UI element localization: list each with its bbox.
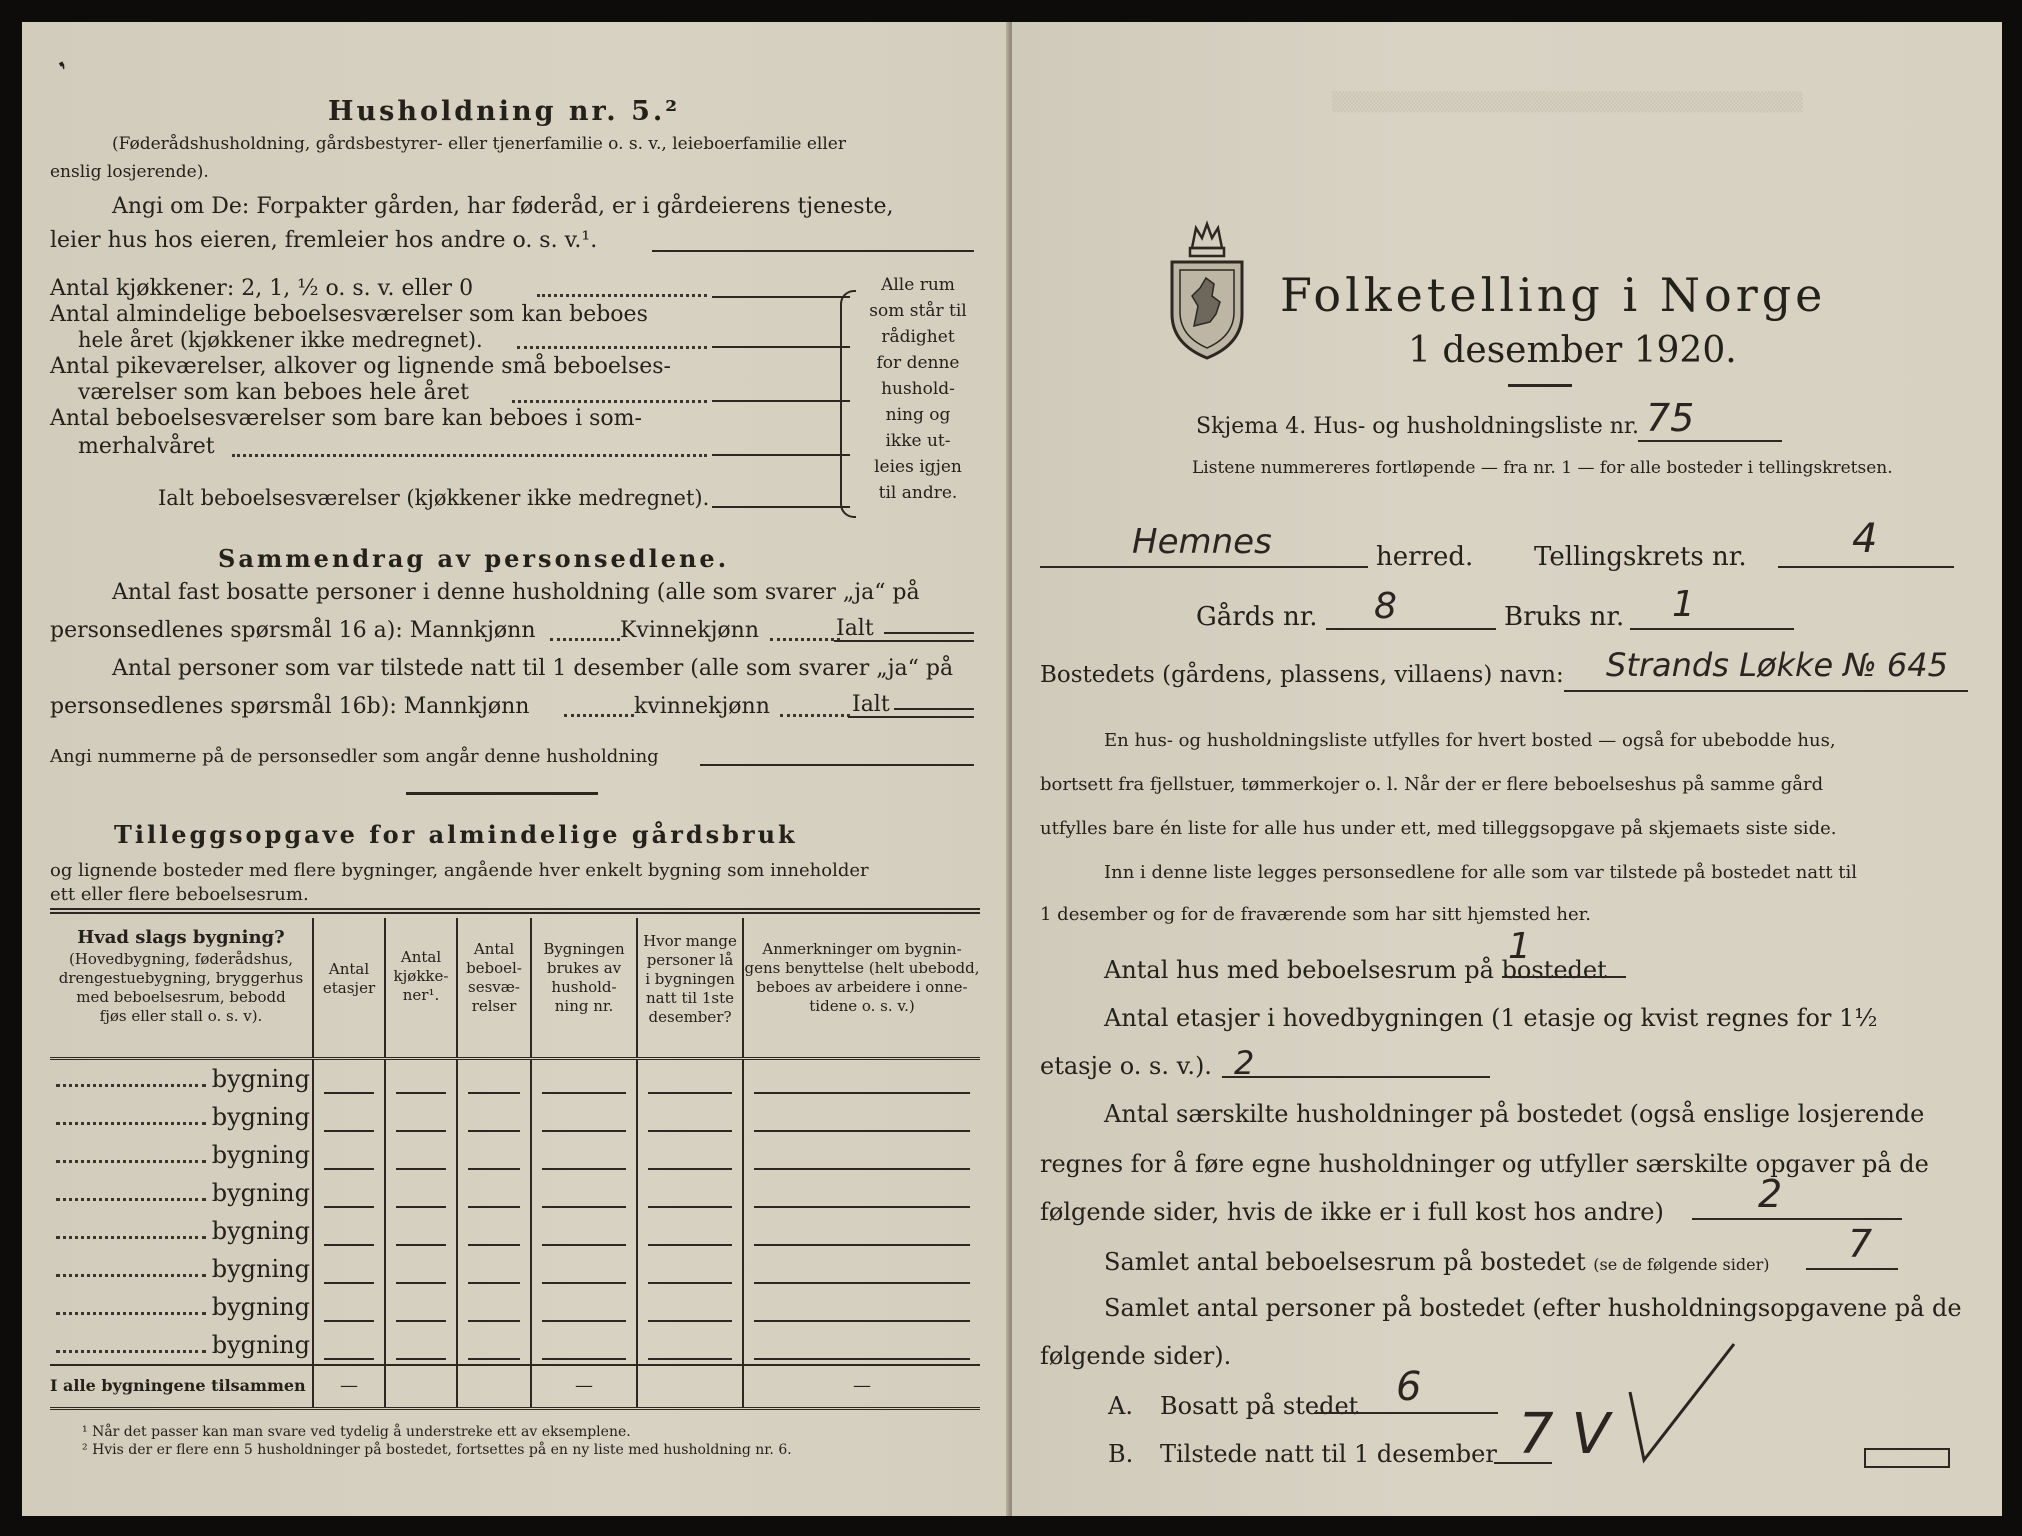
building-row-cell-line xyxy=(542,1136,626,1170)
summer-rooms-label-2: merhalvåret xyxy=(78,434,215,459)
building-row-cell-line xyxy=(754,1060,970,1094)
q-houses-line xyxy=(1502,976,1626,978)
q-households-c: følgende sider, hvis de ikke er i full kost hos andre) xyxy=(1040,1198,1664,1226)
a-value[interactable]: 6 xyxy=(1396,1364,1422,1410)
col-header-line: ning nr. xyxy=(554,997,614,1015)
building-row xyxy=(50,1212,980,1250)
schema-label: Skjema 4. Hus- og husholdningsliste nr. xyxy=(1196,414,1639,439)
building-row-cell[interactable] xyxy=(457,1212,531,1250)
building-row-cell[interactable] xyxy=(637,1250,743,1288)
building-row-label: bygning xyxy=(211,1064,310,1093)
building-row-cell[interactable] xyxy=(313,1174,385,1212)
title-divider xyxy=(1508,384,1572,387)
building-row-cell-line xyxy=(396,1060,446,1094)
building-row-cell[interactable] xyxy=(637,1136,743,1174)
building-row-cell-line xyxy=(542,1174,626,1208)
building-row-label-cell[interactable] xyxy=(50,1098,313,1136)
col-header-line: brukes av xyxy=(546,959,622,977)
building-row-cell[interactable] xyxy=(313,1250,385,1288)
building-row-cell-line xyxy=(468,1250,520,1284)
col-header-line: etasjer xyxy=(322,979,376,997)
building-row-label: bygning xyxy=(211,1254,310,1283)
building-row-cell-line xyxy=(754,1136,970,1170)
building-row-cell[interactable] xyxy=(385,1098,457,1136)
question-text-2: leier hus hos eieren, fremleier hos andre o. s. v.¹. xyxy=(50,228,598,253)
building-row-cell-line xyxy=(754,1098,970,1132)
footnote-1: ¹ Når det passer kan man svare ved tydelig å understreke ett av eksemplene. xyxy=(82,1424,631,1440)
q-houses: Antal hus med beboelsesrum på bostedet xyxy=(1104,956,1607,984)
building-row-dots xyxy=(56,1274,206,1277)
herred-value[interactable]: Hemnes xyxy=(1132,522,1272,562)
col-header-line: ner¹. xyxy=(402,986,440,1004)
q-floors-b: etasje o. s. v.). xyxy=(1040,1052,1212,1080)
total-household-dash: — xyxy=(531,1365,637,1409)
b-line xyxy=(1494,1462,1552,1464)
building-row-cell[interactable] xyxy=(531,1098,637,1136)
herred-label: herred. xyxy=(1376,542,1474,572)
left-page xyxy=(22,22,1010,1516)
col-header-line: Hvor mange xyxy=(643,932,737,950)
building-row xyxy=(50,1136,980,1174)
building-row-cell-line xyxy=(648,1212,732,1246)
building-row-cell-line xyxy=(468,1288,520,1322)
bosted-line xyxy=(1564,690,1968,692)
building-row-cell[interactable] xyxy=(531,1250,637,1288)
building-row-cell-line xyxy=(324,1288,374,1322)
tillegg-text: og lignende bosteder med flere bygninger, angående hver enkelt bygning som inneholder xyxy=(50,860,869,881)
building-row xyxy=(50,1326,980,1365)
q-floors-value[interactable]: 2 xyxy=(1234,1044,1255,1082)
building-row-cell[interactable] xyxy=(313,1288,385,1326)
building-row-cell[interactable] xyxy=(313,1136,385,1174)
gards-line xyxy=(1326,628,1496,630)
col-header-line: Antal xyxy=(328,960,370,978)
building-row-cell[interactable] xyxy=(743,1326,980,1365)
col-header-line: drengestuebygning, bryggerhus xyxy=(58,969,304,987)
q-rooms-value[interactable]: 7 xyxy=(1848,1222,1873,1266)
tellingskrets-value[interactable]: 4 xyxy=(1852,516,1878,562)
building-row-dots xyxy=(56,1198,206,1201)
building-row-cell-line xyxy=(468,1326,520,1360)
building-row-cell[interactable] xyxy=(637,1098,743,1136)
col-household xyxy=(531,918,637,1058)
summary-q2-b: personsedlenes spørsmål 16b): Mannkjønn xyxy=(50,694,530,719)
col-header-line: (Hovedbygning, føderådshus, xyxy=(68,950,294,968)
total-remarks-dash: — xyxy=(853,1374,871,1396)
building-row-cell[interactable] xyxy=(457,1058,531,1098)
building-row-cell-line xyxy=(324,1326,374,1360)
building-row-cell-line xyxy=(542,1250,626,1284)
building-row-cell[interactable] xyxy=(531,1288,637,1326)
building-row-cell[interactable] xyxy=(457,1250,531,1288)
building-row-cell[interactable] xyxy=(531,1058,637,1098)
building-row xyxy=(50,1174,980,1212)
intro-text: (Føderådshusholdning, gårdsbestyrer- eller tjenerfamilie o. s. v., leieboerfamilie eller xyxy=(112,134,846,154)
bruks-value[interactable]: 1 xyxy=(1672,584,1695,625)
tillegg-text-2: ett eller flere beboelsesrum. xyxy=(50,884,309,905)
b-label: B. xyxy=(1108,1440,1134,1468)
building-row-cell[interactable] xyxy=(743,1058,980,1098)
col-header-line: kjøkke- xyxy=(393,967,449,985)
q-households-value[interactable]: 2 xyxy=(1758,1172,1783,1216)
building-row-cell-line xyxy=(542,1288,626,1322)
angi-text: Angi nummerne på de personsedler som angår denne husholdning xyxy=(50,746,659,767)
building-row-cell-line xyxy=(468,1098,520,1132)
building-row-dots xyxy=(56,1312,206,1315)
maid-rooms-dots xyxy=(512,400,707,403)
building-row-cell[interactable] xyxy=(385,1326,457,1365)
building-row xyxy=(50,1288,980,1326)
col-header-line: i bygningen xyxy=(645,970,735,988)
building-row-cell-line xyxy=(468,1212,520,1246)
building-row-cell[interactable] xyxy=(743,1174,980,1212)
maid-rooms-answer[interactable] xyxy=(712,400,850,402)
rooms-answer[interactable] xyxy=(712,346,850,348)
q-floors-line xyxy=(1222,1076,1490,1078)
b-text: Tilstede natt til 1 desember xyxy=(1160,1440,1497,1468)
building-row-cell-line xyxy=(396,1212,446,1246)
rooms-dots xyxy=(517,346,707,349)
summary-q1: Antal fast bosatte personer i denne husholdning (alle som svarer „ja“ på xyxy=(112,580,920,605)
building-row-cell[interactable] xyxy=(743,1288,980,1326)
building-row-cell-line xyxy=(396,1174,446,1208)
building-row-cell-line xyxy=(542,1212,626,1246)
q-rooms-line xyxy=(1806,1268,1898,1270)
building-row-cell[interactable] xyxy=(385,1212,457,1250)
building-row-cell[interactable] xyxy=(457,1136,531,1174)
building-row-cell-line xyxy=(648,1136,732,1170)
building-row-cell-line xyxy=(542,1060,626,1094)
total-underline-1 xyxy=(834,640,974,642)
building-row-label-cell[interactable] xyxy=(50,1058,313,1098)
side-note xyxy=(858,272,978,506)
building-row-dots xyxy=(56,1084,206,1087)
building-row-dots xyxy=(56,1350,206,1353)
total-rooms-answer[interactable] xyxy=(712,506,850,508)
building-row-cell[interactable] xyxy=(385,1288,457,1326)
building-row-cell[interactable] xyxy=(637,1174,743,1212)
summary-title: Sammendrag av personsedlene. xyxy=(218,544,730,573)
building-row-cell[interactable] xyxy=(313,1326,385,1365)
building-row xyxy=(50,1058,980,1098)
gards-value[interactable]: 8 xyxy=(1374,586,1397,627)
tillegg-title: Tilleggsopgave for almindelige gårdsbruk xyxy=(114,820,798,849)
herred-line xyxy=(1040,566,1368,568)
building-row-cell-line xyxy=(396,1326,446,1360)
check-stroke-icon xyxy=(1622,1338,1742,1468)
side-note-line: rådighet xyxy=(881,327,955,347)
building-row-cell-line xyxy=(648,1098,732,1132)
q-households-line xyxy=(1692,1218,1902,1220)
building-row-dots xyxy=(56,1160,206,1163)
q-houses-value[interactable]: 1 xyxy=(1508,926,1531,967)
building-row-cell[interactable] xyxy=(743,1250,980,1288)
building-row-cell-line xyxy=(324,1174,374,1208)
gards-label: Gårds nr. xyxy=(1196,602,1318,632)
building-row-cell[interactable] xyxy=(743,1136,980,1174)
building-row-cell[interactable] xyxy=(531,1174,637,1212)
kitchens-dots xyxy=(537,294,707,297)
building-row-label-cell[interactable] xyxy=(50,1136,313,1174)
building-row-cell-line xyxy=(754,1250,970,1284)
summer-rooms-label: Antal beboelsesværelser som bare kan beboes i som- xyxy=(50,406,642,431)
building-row-cell[interactable] xyxy=(313,1098,385,1136)
coat-of-arms-icon xyxy=(1162,218,1252,362)
building-row-cell-line xyxy=(648,1288,732,1322)
q-persons: Samlet antal personer på bostedet (efter husholdningsopgavene på de xyxy=(1104,1294,1962,1322)
col-header-line: personer lå xyxy=(646,951,734,969)
building-row-cell[interactable] xyxy=(637,1288,743,1326)
side-note-line: for denne xyxy=(876,353,960,373)
instruction-line: 1 desember og for de fraværende som har sitt hjemsted her. xyxy=(1040,904,1591,925)
building-row-cell[interactable] xyxy=(385,1174,457,1212)
building-row-cell-line xyxy=(542,1326,626,1360)
building-row-cell[interactable] xyxy=(385,1058,457,1098)
col-header-line: beboel- xyxy=(466,959,522,977)
building-row-cell[interactable] xyxy=(457,1288,531,1326)
side-note-line: ikke ut- xyxy=(885,431,951,451)
q-persons-b: følgende sider). xyxy=(1040,1342,1232,1370)
bleed-through: ▒▒▒▒▒▒▒▒▒▒▒▒▒▒▒▒▒▒▒▒▒▒▒▒▒▒▒▒▒▒▒▒▒▒ xyxy=(1332,92,1803,113)
col-persons xyxy=(637,918,743,1058)
building-row-label: bygning xyxy=(211,1178,310,1207)
q-floors: Antal etasjer i hovedbygningen (1 etasje og kvist regnes for 1½ xyxy=(1104,1004,1878,1032)
building-row-label-cell[interactable] xyxy=(50,1174,313,1212)
a-text: Bosatt på stedet xyxy=(1160,1392,1359,1420)
col-header-line: natt til 1ste xyxy=(646,989,734,1007)
building-row-label-cell[interactable] xyxy=(50,1212,313,1250)
q-households-b: regnes for å føre egne husholdninger og utfyller særskilte opgaver på de xyxy=(1040,1150,1929,1178)
rooms-label-2: hele året (kjøkkener ikke medregnet). xyxy=(78,328,483,352)
kitchens-label: Antal kjøkkener: 2, 1, ½ o. s. v. eller 0 xyxy=(50,276,474,301)
building-row-cell[interactable] xyxy=(457,1174,531,1212)
building-row-cell-line xyxy=(754,1326,970,1360)
building-row-cell[interactable] xyxy=(637,1326,743,1365)
instruction-line: utfylles bare én liste for alle hus under ett, med tilleggsopgave på skjemaets siste side. xyxy=(1040,818,1837,839)
building-row-label: bygning xyxy=(211,1292,310,1321)
total-persons[interactable] xyxy=(637,1365,743,1409)
total-answer-2[interactable] xyxy=(894,708,974,710)
list-number[interactable]: 75 xyxy=(1646,396,1695,440)
building-row-cell[interactable] xyxy=(743,1212,980,1250)
building-row-cell-line xyxy=(324,1098,374,1132)
list-number-line xyxy=(1638,440,1782,442)
section-divider xyxy=(406,792,598,795)
col-header-line: med beboelsesrum, bebodd xyxy=(76,988,286,1006)
building-row-cell-line xyxy=(648,1326,732,1360)
building-row-cell-line xyxy=(396,1288,446,1322)
building-row-cell-line xyxy=(396,1250,446,1284)
total-kitchens[interactable] xyxy=(385,1365,457,1409)
building-row-cell[interactable] xyxy=(313,1058,385,1098)
building-row-cell[interactable] xyxy=(637,1212,743,1250)
right-page xyxy=(1012,22,2002,1516)
building-row-label-cell[interactable] xyxy=(50,1288,313,1326)
listene-note: Listene nummereres fortløpende — fra nr. 1 — for alle bosteder i tellingskretsen. xyxy=(1192,458,1893,478)
col-header-line: desember? xyxy=(648,1008,732,1026)
building-row-cell-line xyxy=(324,1250,374,1284)
col-header-line: Anmerkninger om bygnin- xyxy=(762,940,962,958)
building-row-label-cell[interactable] xyxy=(50,1326,313,1365)
col-header-line: Antal xyxy=(473,940,515,958)
intro-text-2: enslig losjerende). xyxy=(50,162,209,182)
col-kitchens xyxy=(385,918,457,1058)
building-row-cell-line xyxy=(396,1098,446,1132)
q-rooms xyxy=(1104,1248,1769,1276)
bruks-label: Bruks nr. xyxy=(1504,602,1625,632)
a-line xyxy=(1314,1412,1498,1414)
q-rooms-label: Samlet antal beboelsesrum på bostedet xyxy=(1104,1248,1586,1276)
col-header-line: sesvæ- xyxy=(468,978,520,996)
male-answer-1[interactable] xyxy=(550,638,620,641)
col-header-line: tidene o. s. v.) xyxy=(809,997,915,1015)
building-row-cell[interactable] xyxy=(531,1326,637,1365)
question-text: Angi om De: Forpakter gården, har føderåd, er i gårdeierens tjeneste, xyxy=(112,194,894,219)
building-row xyxy=(50,1250,980,1288)
building-row-cell[interactable] xyxy=(313,1212,385,1250)
col-rooms xyxy=(457,918,531,1058)
col-header-line: beboes av arbeidere i onne- xyxy=(756,978,968,996)
b-value[interactable]: 7 V xyxy=(1518,1402,1610,1467)
table-header-row xyxy=(50,918,980,1058)
table-top-rule-2 xyxy=(50,912,980,914)
q-households: Antal særskilte husholdninger på bostedet (også enslige losjerende xyxy=(1104,1100,1925,1128)
total-label-2: Ialt xyxy=(852,692,890,717)
col-header-line: gens benyttelse (helt ubebodd, xyxy=(744,959,980,977)
building-row-label-cell[interactable] xyxy=(50,1250,313,1288)
answer-line[interactable] xyxy=(652,250,974,252)
rooms-label: Antal almindelige beboelsesværelser som kan beboes xyxy=(50,302,648,327)
building-row-label: bygning xyxy=(211,1102,310,1131)
q-rooms-small: (se de følgende sider) xyxy=(1593,1255,1770,1274)
building-row-cell[interactable] xyxy=(637,1058,743,1098)
building-row-dots xyxy=(56,1236,206,1239)
form-title: Folketelling i Norge xyxy=(1280,268,1827,322)
building-row-cell[interactable] xyxy=(385,1250,457,1288)
building-row-cell-line xyxy=(754,1212,970,1246)
footnote-2: ² Hvis der er flere enn 5 husholdninger på bostedet, fortsettes på en ny liste med husholdning nr. 6. xyxy=(82,1442,792,1458)
building-rows xyxy=(50,1058,980,1365)
side-note-brace xyxy=(840,290,856,518)
instruction-line: bortsett fra fjellstuer, tømmerkojer o. l. Når der er flere beboelseshus på samme gård xyxy=(1040,774,1824,795)
building-row-cell-line xyxy=(754,1174,970,1208)
female-answer-1[interactable] xyxy=(770,638,840,641)
building-row-cell[interactable] xyxy=(531,1212,637,1250)
bruks-line xyxy=(1630,628,1794,630)
col-remarks xyxy=(743,918,980,1058)
building-row-cell-line xyxy=(324,1212,374,1246)
summary-q1-b: personsedlenes spørsmål 16 a): Mannkjønn xyxy=(50,618,536,643)
summer-rooms-dots xyxy=(232,454,707,457)
summary-q2: Antal personer som var tilstede natt til 1 desember (alle som svarer „ja“ på xyxy=(112,656,954,681)
col-header-line: Antal xyxy=(400,948,442,966)
maid-rooms-label: Antal pikeværelser, alkover og lignende små beboelses- xyxy=(50,354,671,379)
household-title: Husholdning nr. 5.² xyxy=(328,96,681,127)
building-row-cell[interactable] xyxy=(457,1326,531,1365)
col-building-type xyxy=(50,918,313,1058)
building-row xyxy=(50,1098,980,1136)
total-rooms[interactable] xyxy=(457,1365,531,1409)
building-row-cell-line xyxy=(468,1060,520,1094)
total-row-label: I alle bygningene tilsammen xyxy=(50,1365,313,1409)
building-table xyxy=(50,918,980,1410)
side-note-line: leies igjen xyxy=(874,457,962,477)
building-row-dots xyxy=(56,1122,206,1125)
kitchens-answer[interactable] xyxy=(712,296,850,298)
angi-answer[interactable] xyxy=(700,764,974,766)
col-header-line: Bygningen xyxy=(543,940,625,958)
bosted-label: Bostedets (gårdens, plassens, villaens) navn: xyxy=(1040,662,1564,688)
printer-stamp xyxy=(1864,1448,1950,1468)
col-header-title: Hvad slags bygning? xyxy=(77,927,285,948)
col-header-line: hushold- xyxy=(551,978,617,996)
building-row-cell-line xyxy=(324,1060,374,1094)
total-answer-1[interactable] xyxy=(884,632,974,634)
female-label-2: kvinnekjønn xyxy=(634,694,770,719)
col-header-line: relser xyxy=(471,997,517,1015)
ink-mark: ❜ xyxy=(56,57,75,84)
col-floors xyxy=(313,918,385,1058)
male-answer-2[interactable] xyxy=(564,714,634,717)
total-label-1: Ialt xyxy=(836,616,874,641)
building-row-cell[interactable] xyxy=(457,1098,531,1136)
summer-rooms-answer[interactable] xyxy=(712,454,850,456)
building-row-cell-line xyxy=(468,1136,520,1170)
female-label-1: Kvinnekjønn xyxy=(620,618,759,643)
col-header-line: fjøs eller stall o. s. v). xyxy=(99,1007,263,1025)
side-note-line: til andre. xyxy=(878,483,958,503)
building-row-cell-line xyxy=(648,1250,732,1284)
total-rooms-label: Ialt beboelsesværelser (kjøkkener ikke medregnet). xyxy=(158,486,710,510)
tellingskrets-label: Tellingskrets nr. xyxy=(1534,542,1747,572)
bosted-value[interactable]: Strands Løkke № 645 xyxy=(1606,646,1948,684)
building-row-cell-line xyxy=(468,1174,520,1208)
table-top-rule xyxy=(50,908,980,910)
building-row-cell[interactable] xyxy=(531,1136,637,1174)
building-row-label: bygning xyxy=(211,1140,310,1169)
tellingskrets-line xyxy=(1778,566,1954,568)
building-row-label: bygning xyxy=(211,1216,310,1245)
instruction-line: Inn i denne liste legges personsedlene for alle som var tilstede på bostedet natt til xyxy=(1104,862,1858,883)
form-date: 1 desember 1920. xyxy=(1408,330,1737,371)
female-answer-2[interactable] xyxy=(780,714,850,717)
building-row-label: bygning xyxy=(211,1330,310,1359)
a-label: A. xyxy=(1108,1392,1133,1420)
building-row-cell-line xyxy=(648,1174,732,1208)
building-row-cell-line xyxy=(648,1060,732,1094)
side-note-line: ning og xyxy=(885,405,951,425)
building-row-cell-line xyxy=(324,1136,374,1170)
total-underline-2 xyxy=(848,716,974,718)
table-total-row xyxy=(50,1365,980,1409)
maid-rooms-label-2: værelser som kan beboes hele året xyxy=(78,380,469,405)
side-note-line: som står til xyxy=(869,301,967,321)
side-note-line: Alle rum xyxy=(881,275,955,295)
building-row-cell[interactable] xyxy=(385,1136,457,1174)
side-note-line: hushold- xyxy=(881,379,955,399)
building-row-cell[interactable] xyxy=(743,1098,980,1136)
building-row-cell-line xyxy=(542,1098,626,1132)
building-row-cell-line xyxy=(396,1136,446,1170)
building-row-cell-line xyxy=(754,1288,970,1322)
total-floors-dash: — xyxy=(313,1365,385,1409)
instruction-line: En hus- og husholdningsliste utfylles for hvert bosted — også for ubebodde hus, xyxy=(1104,730,1836,751)
